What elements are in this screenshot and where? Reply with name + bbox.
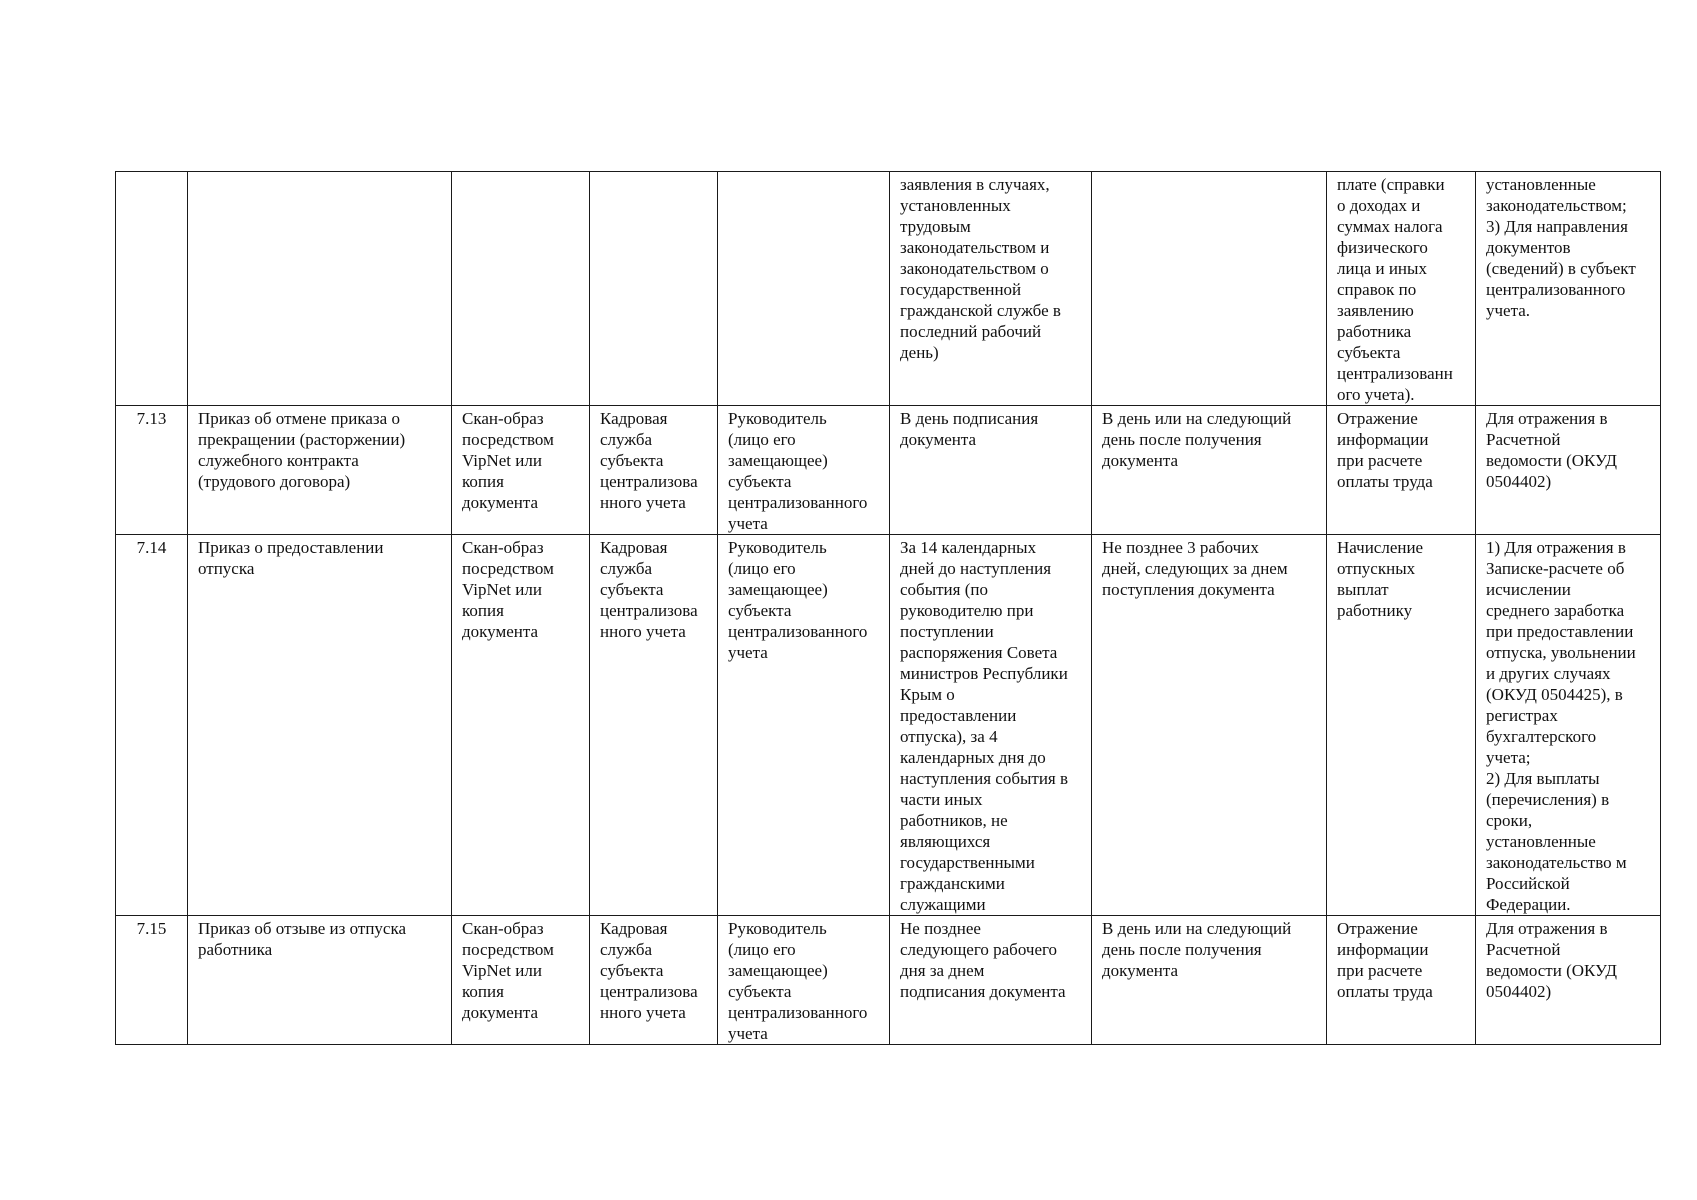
document-form-cell: Скан-образ посредством VipNet или копия документа xyxy=(452,535,590,916)
document-title-cell: Приказ об отмене приказа о прекращении (расторжении) служебного контракта (трудового договора) xyxy=(188,406,452,535)
submit-term-cell: Не позднее следующего рабочего дня за днем подписания документа xyxy=(890,916,1092,1045)
process-term-cell xyxy=(1092,172,1327,406)
process-term-cell: В день или на следующий день после получения документа xyxy=(1092,406,1327,535)
row-number-cell: 7.13 xyxy=(116,406,188,535)
document-table xyxy=(115,171,1661,1045)
document-creator-cell: Кадровая служба субъекта централизова нного учета xyxy=(590,406,718,535)
result-cell: Начисление отпускных выплат работнику xyxy=(1327,535,1476,916)
table-row-7-13 xyxy=(116,406,1661,535)
purpose-cell: установленные законодательством; 3) Для направления документов (сведений) в субъект централизованного учета. xyxy=(1476,172,1661,406)
submit-term-cell: заявления в случаях, установленных трудовым законодательством и законодательством о государственной гражданской службе в последний рабочий день) xyxy=(890,172,1092,406)
document-creator-cell: Кадровая служба субъекта централизова нного учета xyxy=(590,535,718,916)
purpose-cell: Для отражения в Расчетной ведомости (ОКУД 0504402) xyxy=(1476,406,1661,535)
document-signer-cell xyxy=(718,172,890,406)
row-number-cell: 7.14 xyxy=(116,535,188,916)
process-term-cell: В день или на следующий день после получения документа xyxy=(1092,916,1327,1045)
document-title-cell xyxy=(188,172,452,406)
document-form-cell: Скан-образ посредством VipNet или копия документа xyxy=(452,916,590,1045)
submit-term-cell: За 14 календарных дней до наступления события (по руководителю при поступлении распоряжения Совета министров Республики Крым о предоставлении отпуска), за 4 календарных дня до наступления события в части иных работников, не являющихся государственными гражданскими служащими xyxy=(890,535,1092,916)
document-title-cell: Приказ об отзыве из отпуска работника xyxy=(188,916,452,1045)
submit-term-cell: В день подписания документа xyxy=(890,406,1092,535)
table-row-7-14 xyxy=(116,535,1661,916)
result-cell: плате (справки о доходах и суммах налога физического лица и иных справок по заявлению работника субъекта централизованн ого учета). xyxy=(1327,172,1476,406)
process-term-cell: Не позднее 3 рабочих дней, следующих за днем поступления документа xyxy=(1092,535,1327,916)
document-creator-cell: Кадровая служба субъекта централизова нного учета xyxy=(590,916,718,1045)
purpose-cell: Для отражения в Расчетной ведомости (ОКУД 0504402) xyxy=(1476,916,1661,1045)
document-form-cell: Скан-образ посредством VipNet или копия документа xyxy=(452,406,590,535)
purpose-cell: 1) Для отражения в Записке-расчете об исчислении среднего заработка при предоставлении отпуска, увольнении и других случаях (ОКУД 0504425), в регистрах бухгалтерского учета; 2) Для выплаты (перечисления) в сроки, установленные законодательство м Российской Федерации. xyxy=(1476,535,1661,916)
document-creator-cell xyxy=(590,172,718,406)
row-number-cell xyxy=(116,172,188,406)
result-cell: Отражение информации при расчете оплаты труда xyxy=(1327,916,1476,1045)
row-number-cell: 7.15 xyxy=(116,916,188,1045)
document-form-cell xyxy=(452,172,590,406)
document-signer-cell: Руководитель (лицо его замещающее) субъекта централизованного учета xyxy=(718,916,890,1045)
table-row-7-15 xyxy=(116,916,1661,1045)
document-signer-cell: Руководитель (лицо его замещающее) субъекта централизованного учета xyxy=(718,406,890,535)
table-row-continuation xyxy=(116,172,1661,406)
document-title-cell: Приказ о предоставлении отпуска xyxy=(188,535,452,916)
document-signer-cell: Руководитель (лицо его замещающее) субъекта централизованного учета xyxy=(718,535,890,916)
result-cell: Отражение информации при расчете оплаты труда xyxy=(1327,406,1476,535)
